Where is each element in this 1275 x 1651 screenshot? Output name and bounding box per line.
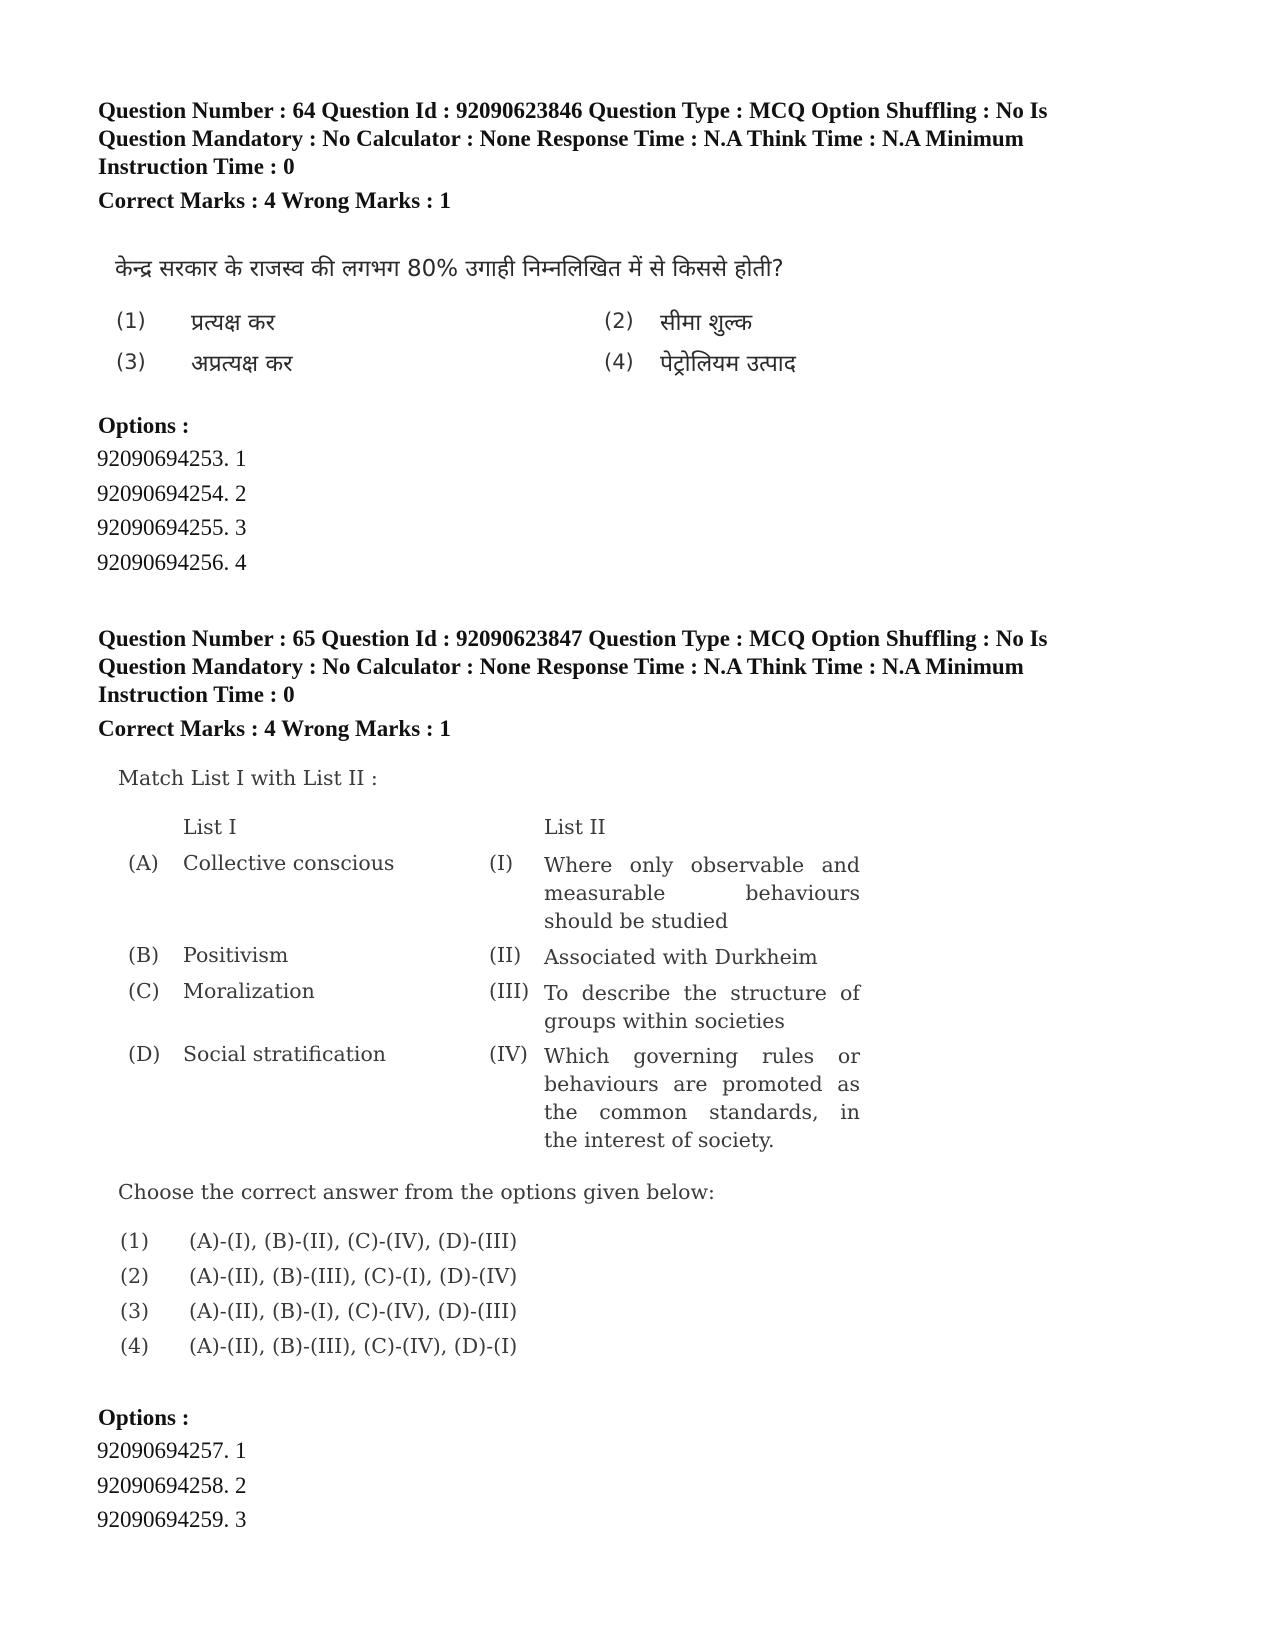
q64-meta-line-3: Instruction Time : 0	[98, 154, 295, 179]
list1-item-c: Moralization	[183, 979, 315, 1003]
q65-marks: Correct Marks : 4 Wrong Marks : 1	[98, 716, 451, 741]
q64-choice-3-number: (3)	[116, 350, 146, 374]
list2-header: List II	[544, 815, 606, 839]
q65-answer-1-number: (1)	[120, 1229, 150, 1253]
list2-item-i-line-2: measurable behaviours	[544, 881, 860, 905]
q65-meta-line-1: Question Number : 65 Question Id : 92090623847 Question Type : MCQ Option Shuffling : No Is	[98, 626, 1048, 651]
q65-option-2: 92090694258. 2	[97, 1472, 247, 1498]
q65-answer-4-text: (A)-(II), (B)-(III), (C)-(IV), (D)-(I)	[189, 1334, 518, 1358]
q64-choice-3-text: अप्रत्यक्ष कर	[191, 351, 293, 377]
q65-answer-3-text: (A)-(II), (B)-(I), (C)-(IV), (D)-(III)	[189, 1299, 518, 1323]
q64-choice-4-number: (4)	[604, 350, 634, 374]
q65-answer-2-number: (2)	[120, 1264, 150, 1288]
q65-answer-3-number: (3)	[120, 1299, 150, 1323]
q65-header	[98, 625, 1198, 743]
list2-item-i-line-3: should be studied	[544, 909, 729, 933]
q64-header	[98, 97, 1198, 215]
list2-item-iii-line-2: groups within societies	[544, 1009, 785, 1033]
q64-choice-2-text: सीमा शुल्क	[660, 310, 753, 336]
list1-label-c: (C)	[128, 979, 160, 1003]
q64-choice-1-number: (1)	[116, 309, 146, 333]
list1-label-a: (A)	[128, 851, 159, 875]
list2-label-ii: (II)	[489, 943, 522, 967]
list2-item-ii-line-1: Associated with Durkheim	[544, 945, 818, 969]
list2-item-i	[544, 851, 860, 935]
q64-meta-line-2: Question Mandatory : No Calculator : None Response Time : N.A Think Time : N.A Minimum	[98, 126, 1024, 151]
q65-meta-line-3: Instruction Time : 0	[98, 682, 295, 707]
q65-answer-4-number: (4)	[120, 1334, 150, 1358]
list2-label-iv: (IV)	[489, 1042, 528, 1066]
q65-answer-1-text: (A)-(I), (B)-(II), (C)-(IV), (D)-(III)	[189, 1229, 518, 1253]
list2-item-iii-line-1: To describe the structure of	[544, 981, 860, 1005]
q64-choice-4-text: पेट्रोलियम उत्पाद	[660, 351, 796, 377]
list2-label-iii: (III)	[489, 979, 530, 1003]
list1-label-d: (D)	[128, 1042, 161, 1066]
q64-option-3: 92090694255. 3	[97, 515, 247, 540]
q65-option-1: 92090694257. 1	[97, 1438, 247, 1463]
list1-item-b: Positivism	[183, 943, 289, 967]
q64-options-list	[97, 442, 247, 580]
q65-options-title: Options :	[98, 1405, 190, 1430]
q65-options-list	[97, 1434, 247, 1538]
list2-item-iv-line-2: behaviours are promoted as	[544, 1072, 860, 1096]
q64-option-2: 92090694254. 2	[97, 480, 247, 506]
list2-item-iv-line-4: the interest of society.	[544, 1128, 775, 1152]
q65-choose-instruction: Choose the correct answer from the options given below:	[118, 1180, 715, 1204]
list2-item-i-line-1: Where only observable and	[544, 853, 860, 877]
list2-item-ii	[544, 943, 860, 971]
list2-item-iv-line-3: the common standards, in	[544, 1100, 860, 1124]
q64-meta-line-1: Question Number : 64 Question Id : 92090623846 Question Type : MCQ Option Shuffling : No Is	[98, 98, 1048, 123]
list2-item-iv	[544, 1042, 860, 1154]
q64-option-1: 92090694253. 1	[97, 446, 247, 471]
q64-option-4: 92090694256. 4	[97, 549, 247, 575]
list2-label-i: (I)	[489, 851, 514, 875]
q65-answer-2-text: (A)-(II), (B)-(III), (C)-(I), (D)-(IV)	[189, 1264, 518, 1288]
q65-intro: Match List I with List II :	[118, 766, 378, 790]
list1-item-d: Social stratification	[183, 1042, 387, 1066]
list1-header: List I	[183, 815, 237, 839]
q65-meta-line-2: Question Mandatory : No Calculator : None Response Time : N.A Think Time : N.A Minimum	[98, 654, 1024, 679]
q64-choice-1-text: प्रत्यक्ष कर	[191, 310, 275, 336]
q64-options-title: Options :	[98, 413, 190, 438]
list2-item-iii	[544, 979, 860, 1035]
q64-marks: Correct Marks : 4 Wrong Marks : 1	[98, 188, 451, 213]
q65-option-3: 92090694259. 3	[97, 1507, 247, 1532]
q64-choice-2-number: (2)	[604, 309, 634, 333]
q64-question-text: केन्द्र सरकार के राजस्व की लगभग 80% उगाही निम्नलिखित में से किससे होती?	[115, 256, 784, 282]
list2-item-iv-line-1: Which governing rules or	[544, 1044, 860, 1068]
list1-item-a: Collective conscious	[183, 851, 395, 875]
list1-label-b: (B)	[128, 943, 160, 967]
